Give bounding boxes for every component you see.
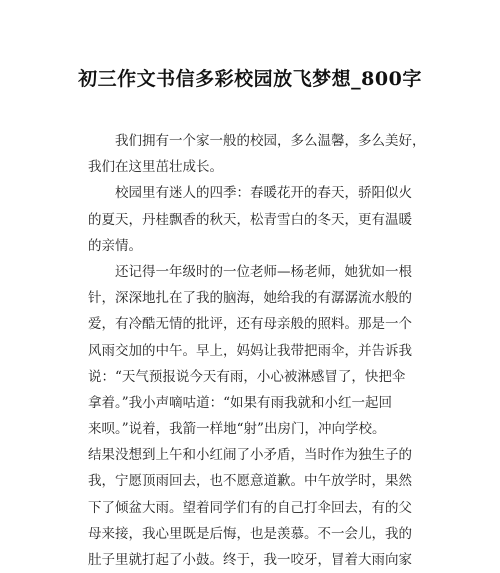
text-line: 结果没想到上午和小红闹了小矛盾，当时作为独生子的 bbox=[88, 447, 412, 464]
text-line: 母来接，我心里既是后悔，也是羡慕。不一会儿，我的 bbox=[88, 525, 412, 542]
text-line: 说：“天气预报说今天有雨，小心被淋感冒了，快把伞 bbox=[88, 368, 406, 385]
text-line: 的亲情。 bbox=[88, 237, 142, 254]
document-body bbox=[88, 128, 426, 573]
text-line: 拿着。”我小声嘀咕道：“如果有雨我就和小红一起回 bbox=[88, 394, 393, 411]
text-line: 来呗。”说着，我箭一样地“射”出房门，冲向学校。 bbox=[88, 421, 386, 438]
text-line: 下了倾盆大雨。望着同学们有的自己打伞回去，有的父 bbox=[88, 499, 412, 516]
text-line: 校园里有迷人的四季：春暖花开的春天，骄阳似火 bbox=[115, 185, 412, 202]
text-line: 还记得一年级时的一位老师—杨老师，她犹如一根 bbox=[115, 263, 412, 280]
text-line: 肚子里就打起了小鼓。终于，我一咬牙，冒着大雨向家 bbox=[88, 552, 412, 568]
text-line: 针，深深地扎在了我的脑海，她给我的有潺潺流水般的 bbox=[88, 290, 412, 307]
text-line: 我，宁愿顶雨回去，也不愿意道歉。中午放学时，果然 bbox=[88, 473, 412, 490]
text-line: 爱，有冷酷无情的批评，还有母亲般的照料。那是一个 bbox=[88, 316, 412, 333]
text-line: 风雨交加的中午。早上，妈妈让我带把雨伞，并告诉我 bbox=[88, 342, 412, 359]
text-line: 我们在这里茁壮成长。 bbox=[88, 159, 223, 176]
text-line: 我们拥有一个家一般的校园，多么温馨，多么美好， bbox=[115, 133, 426, 149]
text-line: 的夏天，丹桂飘香的秋天，松青雪白的冬天，更有温暖 bbox=[88, 211, 412, 228]
document-title: 初三作文书信多彩校园放飞梦想_800字 bbox=[78, 68, 422, 90]
